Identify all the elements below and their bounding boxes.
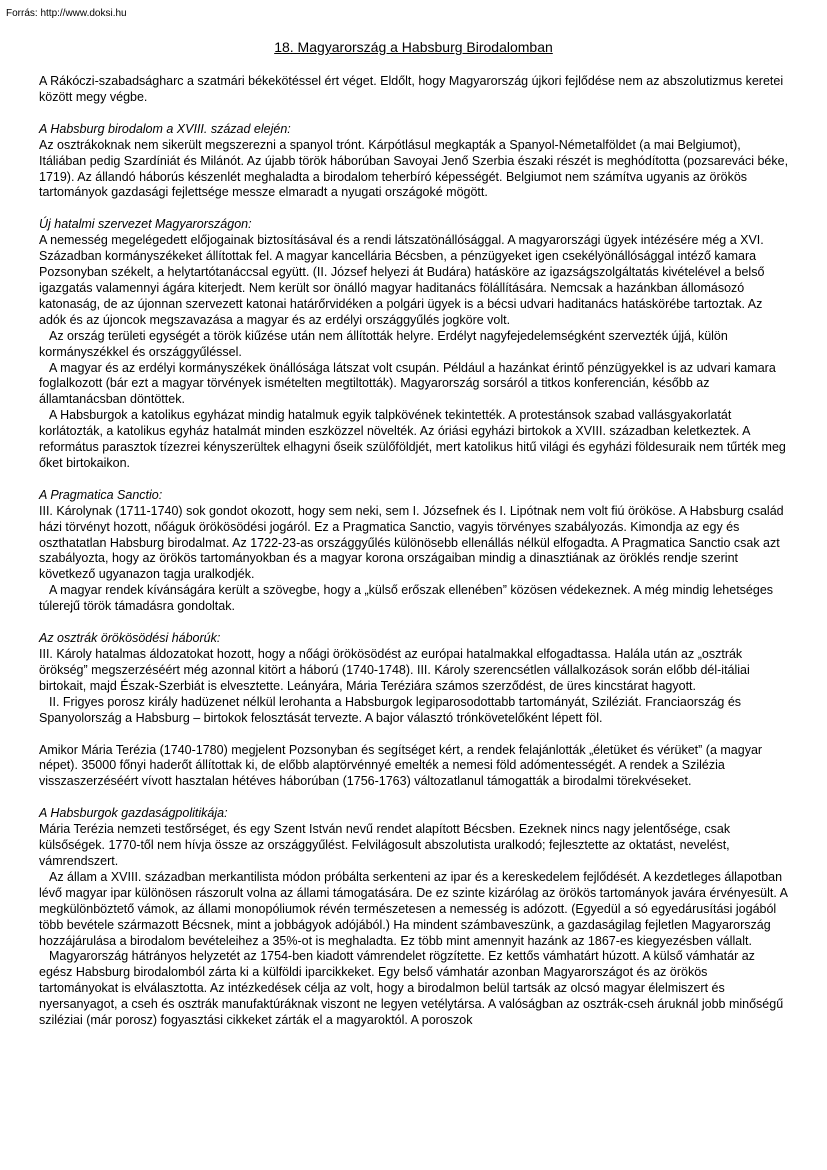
paragraph: Az állam a XVIII. században merkantilista módon próbálta serkenteni az ipar és a kereskedelem fejlődését. A kezdetleges állapotban lévő magyar ipar különösen rászorult volna az állami támogatására. De ez szinte kizárólag az örökös tartományok javára érvényesült. A megkülönböztető vámok, az állami monopóliumok révén természetesen a nemesség is adózott. (Egyedül a só egyedárusítási jogából több bevétele származott Bécsnek, mint a jobbágyok adójából.) Ha mindent számbaveszünk, a gazdaságilag fejletlen Magyarország hozzájárulása a birodalom bevételeihez a 35%-ot is meghaladta. Ez több mint amennyit hazánk az 1867-es kiegyezésben vállalt. bbox=[39, 869, 788, 948]
section-heading-succession-wars: Az osztrák örökösödési háborúk: bbox=[39, 631, 221, 646]
section-heading-new-power-structure: Új hatalmi szervezet Magyarországon: bbox=[39, 217, 252, 232]
paragraph: Az osztrákoknak nem sikerült megszerezni a spanyol trónt. Kárpótlásul megkapták a Spanyol-Németalföldet (a mai Belgiumot), Itáliában pedig Szardíniát és Milánót. Az újabb török háborúban Savoyai Jenő Szerbia északi részét is meghódította (pozsareváci béke, 1719). Az állandó háborús készenlét meghaladta a birodalom teherbíró képességét. Belgiumot nem számítva ugyanis az örökös tartományok gazdasági fejlettsége messze elmaradt a nyugati országoké mögött. bbox=[39, 137, 789, 200]
paragraph: A magyar rendek kívánságára került a szövegbe, hogy a „külső erőszak ellenében” közösen védekeznek. A még mindig lehetséges túlerejű török támadásra gondoltak. bbox=[39, 583, 774, 614]
section-heading-economic-policy: A Habsburgok gazdaságpolitikája: bbox=[39, 806, 228, 821]
paragraph: III. Károlynak (1711-1740) sok gondot okozott, hogy sem neki, sem I. Józsefnek és I. Lipótnak nem volt fiú örököse. A Habsburg család házi törvényt hozott, nőáguk örökösödési jogáról. Ez a Pragmatica Sanctio, vagyis törvényes szabályozás. Kimondja az egy és oszthatatlan Habsburg birodalmat. Az 1722-23-as országgyűlés különösebb ellenállás nélkül elfogadta. A Pragmatica Sanctio csak azt szabályozta, hogy az örökös tartományokban és a magyar korona országaiban mindig a dinasztiának az öröklés rendje szerint következő ugyanazon tagja uralkodjék. bbox=[39, 503, 784, 582]
intro-paragraph: A Rákóczi-szabadságharc a szatmári békekötéssel ért véget. Eldőlt, hogy Magyarország újkori fejlődése nem az abszolutizmus keretei között megy végbe. bbox=[39, 74, 784, 104]
paragraph: A Habsburgok a katolikus egyházat mindig hatalmuk egyik talpkövének tekintették. A protestánsok szabad vallásgyakorlatát korlátozták, a katolikus egyház hatalmát minden eszközzel növelték. Az óriási egyházi birtokok a XVIII. században keletkeztek. A református parasztok tízezrei kényszerültek elhagyni őseik szülőföldjét, mert katolikus hitű világi és egyházi földesuraik nem tűrték meg őket birtokaikon. bbox=[39, 408, 786, 470]
document-body bbox=[39, 74, 789, 1029]
section-heading-habsburg-empire: A Habsburg birodalom a XVIII. század elején: bbox=[39, 121, 291, 136]
paragraph: II. Frigyes porosz király hadüzenet nélkül lerohanta a Habsburgok legiparosodottabb tartományát, Sziléziát. Franciaország és Spanyolország a Habsburg – birtokok felosztását tervezte. A bajor választó trónkövetelőként lépett föl. bbox=[39, 694, 742, 725]
paragraph: Magyarország hátrányos helyzetét az 1754-ben kiadott vámrendelet rögzítette. Ez kettős vámhatárt húzott. A külső vámhatár az egész Habsburg birodalomból zárta ki a külföldi iparcikkeket. Egy belső vámhatár azonban Magyarországot és az örökös tartományokat is elválasztotta. Az intézkedések célja az volt, hogy a birodalmon belül tartsák az olcsó magyar élelmiszert és nyersanyagot, a cseh és osztrák manufaktúráknak viszont ne legyen vetélytársa. A valóságban az osztrák-cseh áruknál jobb minőségű sziléziai (már porosz) fogyasztási cikkeket zárták el a magyaroktól. A poroszok bbox=[39, 949, 784, 1028]
paragraph: Mária Terézia nemzeti testőrséget, és egy Szent István nevű rendet alapított Bécsben. Ezeknek nincs nagy jelentősége, csak külsőségek. 1770-től nem hívja össze az országgyűlést. Felvilágosult abszolutista uralkodó; fejlesztette az oktatást, nevelést, vámrendszert. bbox=[39, 822, 731, 868]
paragraph: Az ország területi egységét a török kiűzése után nem állították helyre. Erdélyt nagyfejedelemségként szervezték újjá, külön kormányszékkel és országgyűléssel. bbox=[39, 328, 728, 359]
paragraph: A nemesség megelégedett előjogainak biztosításával és a rendi látszatönállósággal. A magyarországi ügyek intézésére még a XVI. Században kormányszékeket állítottak fel. A magyar kancellária Bécsben, a pénzügyeket igen csekélyönállósággal intéző kamara Pozsonyban székelt, a helytartótanáccsal együtt. (II. József helyezi át Budára) hatásköre az igazságszolgáltatás kivételével a belső igazgatás valamennyi ágára kiterjedt. Nem került sor önálló magyar haditanács föláll‍ítására. Nemcsak a hazánkban állomásozó katonaság, de az újonnan szervezett katonai határőrvidéken a polgári ügyek is a bécsi udvari haditanács hatáskörébe tartoztak. Az adók és az újoncok megszavazása a magyar és az erdélyi országgyűlés jogköre volt. bbox=[39, 233, 765, 327]
section-heading-pragmatica-sanctio: A Pragmatica Sanctio: bbox=[39, 487, 163, 502]
paragraph: Amikor Mária Terézia (1740-1780) megjelent Pozsonyban és segítséget kért, a rendek felajánlották „életüket és vérüket” (a magyar népet). 35000 főnyi haderőt állítottak ki, de előbb alaptörvénnyé emelték a nemesi föld adómentességét. A rendek a Szilézia visszaszerzéséért vívott hasztalan hétéves háborúban (1756-1763) változatlanul támogatták a birodalmi törekvéseket. bbox=[39, 742, 763, 789]
paragraph: A magyar és az erdélyi kormányszékek önállósága látszat volt csupán. Például a hazánkat érintő pénzügyekkel is az udvari kamara foglalkozott (bár ezt a magyar törvények ismételten megtiltották). Magyarország sorsáról a titkos konferencián, később az államtanácsban döntöttek. bbox=[39, 360, 776, 407]
page-title: 18. Magyarország a Habsburg Birodalomban bbox=[274, 39, 553, 55]
paragraph: III. Károly hatalmas áldozatokat hozott, hogy a nőági örökösödést az európai hatalmakkal elfogadtassa. Halála után az „osztrák örökség” megszerzéséért még azonnal kitört a háború (1740-1748). III. Károly szerencsétlen vállalkozások során előbb dél-itáliai birtokait, majd Észak-Szerbiát is elvesztette. Leányára, Mária Teréziára számos szerződést, de üres kincstárat hagyott. bbox=[39, 647, 750, 693]
source-label: Forrás: http://www.doksi.hu bbox=[6, 8, 127, 19]
